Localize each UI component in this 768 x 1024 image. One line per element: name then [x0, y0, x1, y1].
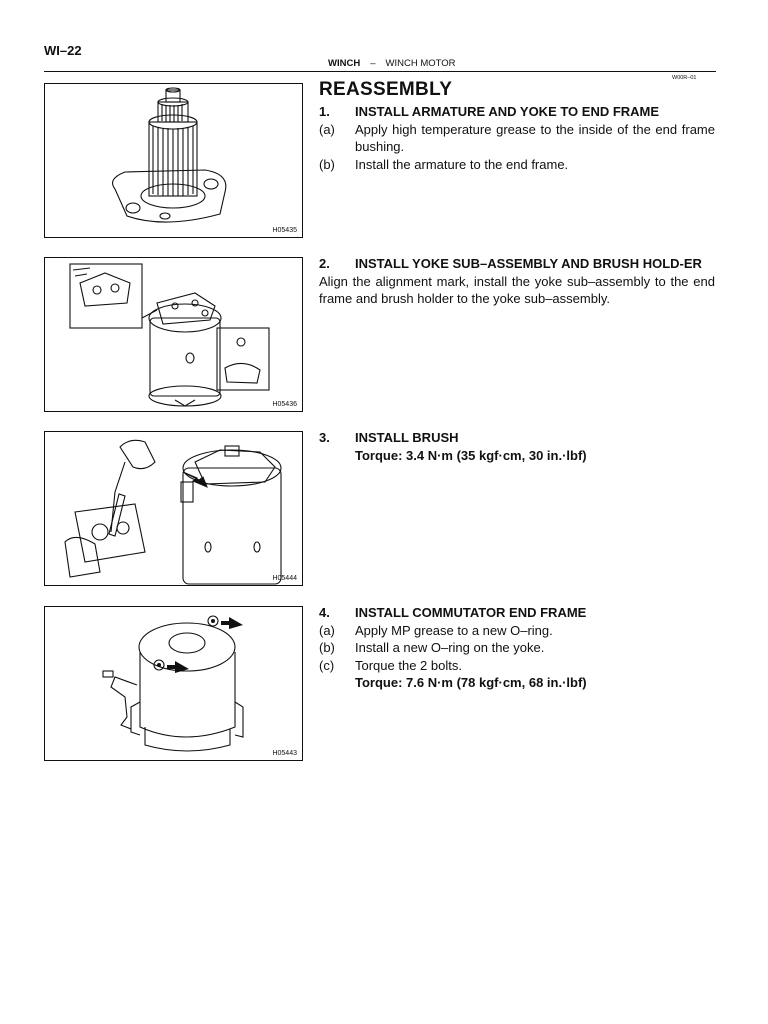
step-heading: INSTALL COMMUTATOR END FRAME	[355, 605, 587, 620]
armature-illustration	[45, 84, 302, 237]
item-text: Install a new O–ring on the yoke.	[355, 640, 545, 655]
step-heading: INSTALL YOKE SUB–ASSEMBLY AND BRUSH HOLD-ER	[355, 256, 702, 271]
figure-end-frame	[44, 606, 303, 761]
header-dash: –	[370, 58, 376, 69]
item-label: (a)	[319, 622, 335, 638]
header-rule	[44, 71, 716, 72]
page-title: REASSEMBLY	[319, 79, 453, 100]
figure-yoke	[44, 257, 303, 412]
running-header	[328, 58, 456, 69]
step-4	[319, 604, 715, 692]
item-text: Install the armature to the end frame.	[355, 156, 569, 172]
step-body: Align the alignment mark, install the yoke sub–assembly to the end frame and brush holder to the yoke sub–assembly.	[319, 273, 715, 306]
item-text: Apply high temperature grease to the inside of the end frame bushing.	[355, 121, 715, 154]
step-3	[319, 429, 715, 464]
item-label: (b)	[319, 156, 335, 172]
step-number: 3.	[319, 430, 330, 445]
figure-brush	[44, 431, 303, 586]
step-heading: INSTALL ARMATURE AND YOKE TO END FRAME	[355, 104, 660, 119]
yoke-illustration	[45, 258, 302, 411]
end-frame-illustration	[45, 607, 302, 760]
page-number: WI–22	[44, 43, 82, 58]
step-2	[319, 255, 715, 308]
torque-spec: Torque: 7.6 N·m (78 kgf·cm, 68 in.·lbf)	[355, 675, 587, 690]
doc-code: W00R–01	[672, 75, 697, 81]
step-number: 2.	[319, 256, 330, 271]
step-1	[319, 103, 715, 173]
brush-illustration	[45, 432, 302, 585]
torque-spec: Torque: 3.4 N·m (35 kgf·cm, 30 in.·lbf)	[355, 447, 587, 463]
item-label: (a)	[319, 121, 335, 137]
figure-id: H05435	[272, 227, 297, 234]
figure-id: H05443	[272, 750, 297, 757]
step-heading: INSTALL BRUSH	[355, 430, 459, 445]
item-label: (b)	[319, 640, 335, 655]
item-text: Apply MP grease to a new O–ring.	[355, 622, 553, 638]
header-section: WINCH	[328, 58, 361, 69]
step-number: 4.	[319, 605, 330, 620]
header-subsection: WINCH MOTOR	[385, 58, 456, 69]
item-label: (c)	[319, 657, 335, 673]
step-number: 1.	[319, 104, 330, 119]
figure-id: H05444	[272, 575, 297, 582]
item-text: Torque the 2 bolts.	[355, 657, 462, 673]
figure-armature	[44, 83, 303, 238]
figure-id: H05436	[272, 401, 297, 408]
